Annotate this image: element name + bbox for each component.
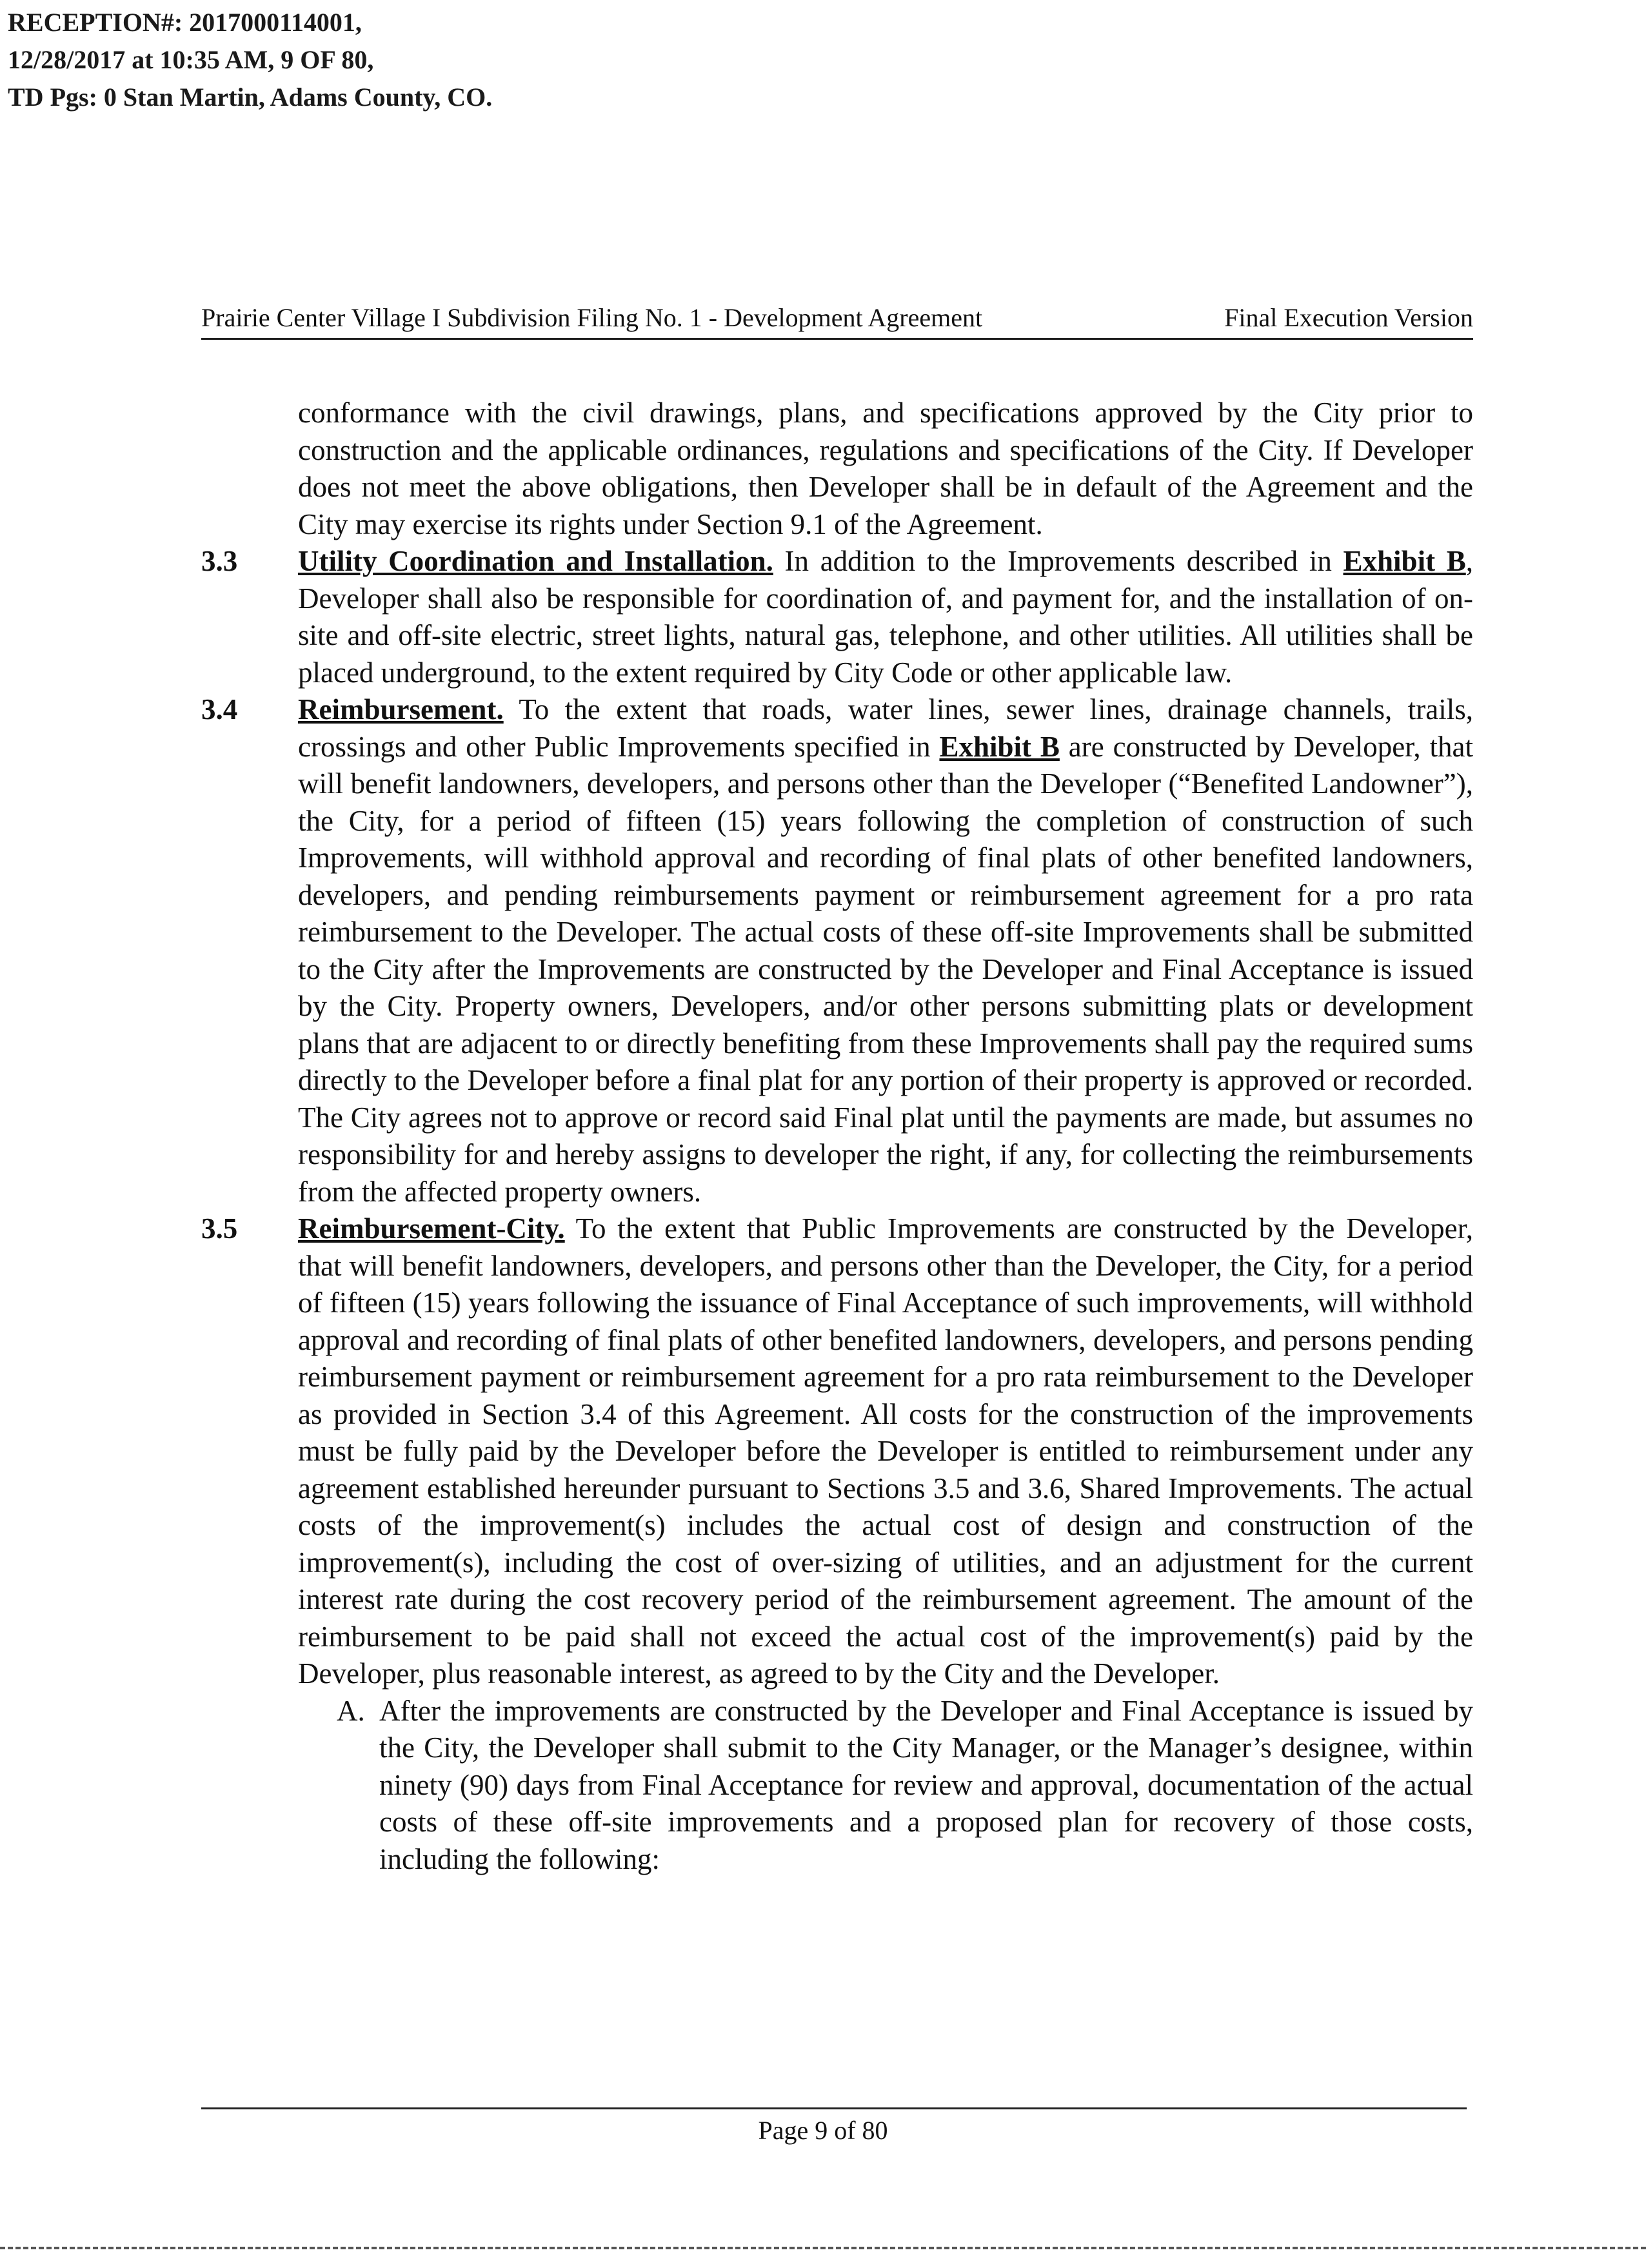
section-text-pre: To the extent that roads, water lines, sewer lines, drainage channels, trails, crossings and other Public Improvements specified in xyxy=(298,693,1473,763)
section-heading: Utility Coordination and Installation. xyxy=(298,545,773,577)
section-3-3 xyxy=(201,543,1473,691)
page-header xyxy=(201,298,1473,340)
section-3-4 xyxy=(201,691,1473,1210)
stamp-line-1: RECEPTION#: 2017000114001, xyxy=(8,8,362,37)
subsection-label: A. xyxy=(337,1694,365,1727)
header-version: Final Execution Version xyxy=(1224,303,1473,332)
recording-stamp xyxy=(8,4,492,116)
section-3-5 xyxy=(201,1210,1473,1693)
exhibit-reference: Exhibit B xyxy=(939,730,1060,763)
stamp-line-2: 12/28/2017 at 10:35 AM, 9 OF 80, xyxy=(8,45,374,74)
scan-edge-dashes xyxy=(0,2247,1646,2249)
page-number: Page 9 of 80 xyxy=(758,2116,888,2145)
stamp-line-3: TD Pgs: 0 Stan Martin, Adams County, CO. xyxy=(8,83,493,112)
section-heading: Reimbursement. xyxy=(298,693,504,725)
section-number: 3.5 xyxy=(201,1212,238,1245)
section-body: To the extent that Public Improvements are constructed by the Developer, that will benefit landowners, developers, and persons other than the Developer, the City, for a period of fifteen (15) years following the issuance of Final Acceptance of such improvements, will withhold approval and recording of final plats of other benefited landowners, developers, and persons pending reimbursement payment or reimbursement agreement for a pro rata reimbursement to the Developer as provided in Section 3.4 of this Agreement. All costs for the construction of the improvements must be fully paid by the Developer before the Developer is entitled to reimbursement under any agreement established hereunder pursuant to Sections 3.5 and 3.6, Shared Improvements. The actual costs of the improvement(s) includes the actual cost of design and construction of the improvement(s), including the cost of over-sizing of utilities, and an adjustment for the current interest rate during the cost recovery period of the reimbursement agreement. The amount of the reimbursement to be paid shall not exceed the actual cost of the improvement(s) paid by the Developer, plus reasonable interest, as agreed to by the City and the Developer. xyxy=(298,1212,1473,1690)
section-heading: Reimbursement-City. xyxy=(298,1212,565,1245)
section-number: 3.4 xyxy=(201,693,238,725)
section-text xyxy=(298,691,1473,1210)
subsection-text: After the improvements are constructed by the Developer and Final Acceptance is issued by the City, the Developer shall submit to the City Manager, or the Manager’s designee, within ninety (90) days from Final Acceptance for review and approval, documentation of the actual costs of these off-site improvements and a proposed plan for recovery of those costs, including the following: xyxy=(379,1694,1473,1875)
section-number: 3.3 xyxy=(201,545,238,577)
intro-paragraph: conformance with the civil drawings, plans, and specifications approved by the City prior to construction and the applicable ordinances, regulations and specifications of the City. If Developer does not meet the above obligations, then Developer shall be in default of the Agreement and the City may exercise its rights under Section 9.1 of the Agreement. xyxy=(298,397,1473,540)
section-text-post: , Developer shall also be responsible for coordination of, and payment for, and the installation of on-site and off-site electric, street lights, natural gas, telephone, and other utilities. All utilities shall be placed underground, to the extent required by City Code or other applicable law. xyxy=(298,545,1473,689)
section-text-pre: In addition to the Improvements described in xyxy=(773,545,1344,577)
section-text xyxy=(298,1210,1473,1693)
document-body xyxy=(201,395,1473,1878)
section-text-post: are constructed by Developer, that will benefit landowners, developers, and persons other than the Developer (“Benefited Landowner”), the City, for a period of fifteen (15) years following the completion of construction of such Improvements, will withhold approval and recording of final plats of other benefited landowners, developers, and pending reimbursements payment or reimbursement agreement for a pro rata reimbursement to the Developer. The actual costs of these off-site Improvements shall be submitted to the City after the Improvements are constructed by the Developer and Final Acceptance is issued by the City. Property owners, Developers, and/or other persons submitting plats or development plans that are adjacent to or directly benefiting from these Improvements shall pay the required sums directly to the Developer before a final plat for any portion of their property is approved or recorded. The City agrees not to approve or record said Final plat until the payments are made, but assumes no responsibility for and hereby assigns to developer the right, if any, for collecting the reimbursements from the affected property owners. xyxy=(298,730,1473,1208)
header-title: Prairie Center Village I Subdivision Filing No. 1 - Development Agreement xyxy=(201,303,983,332)
footer-divider xyxy=(201,2107,1467,2109)
subsection-a xyxy=(337,1693,1473,1878)
section-text xyxy=(298,543,1473,691)
exhibit-reference: Exhibit B xyxy=(1343,545,1466,577)
